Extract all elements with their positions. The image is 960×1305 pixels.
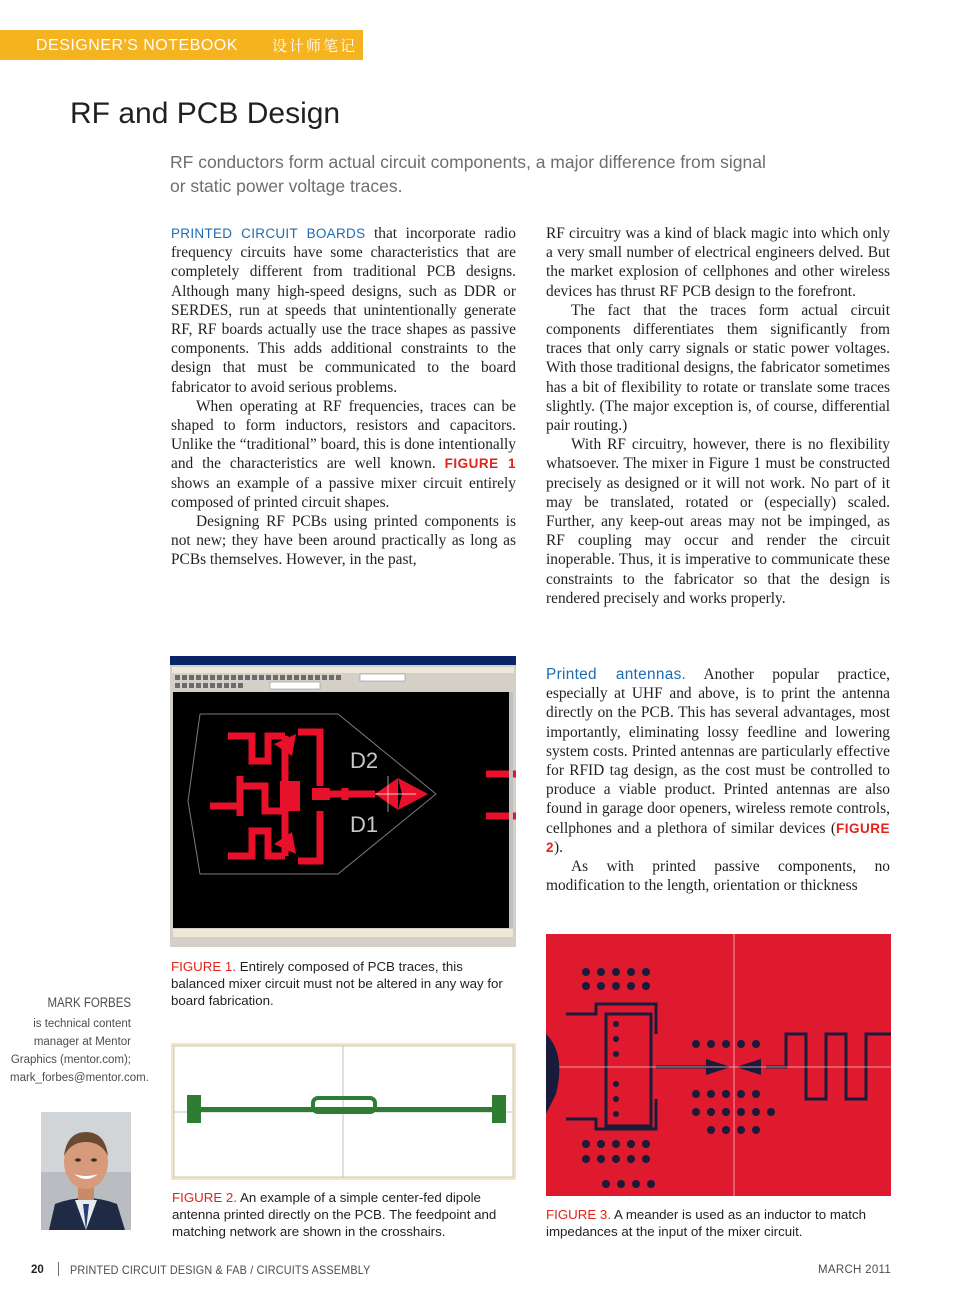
section-label-chinese: 设计师笔记: [272, 37, 358, 55]
paragraph: Designing RF PCBs using printed components is not new; they have been around practically as long as PCBs themselves. However, in the past,: [171, 513, 516, 569]
figure-reference: FIGURE 1: [444, 456, 516, 472]
subhead: Printed antennas.: [546, 666, 687, 683]
publication-name: PRINTED CIRCUIT DESIGN & FAB / CIRCUITS ASSEMBLY: [70, 1263, 371, 1277]
figure-3-image: [546, 934, 891, 1196]
body-column-2-lower: [546, 665, 890, 895]
lead-in: PRINTED CIRCUIT BOARDS: [171, 226, 366, 241]
caption-text: An example of a simple center-fed dipole antenna printed directly on the PCB. The feedpoint and matching network are shown in the crosshairs.: [172, 1190, 497, 1239]
author-photo: [41, 1112, 131, 1230]
silk-label-d2: D2: [350, 748, 379, 773]
paragraph: The fact that the traces form actual circuit components differentiates them significantly from traces that only carry signals or static power voltages. With those traditional designs, the fabricator sometimes has a bit of flexibility to rotate or translate some traces slightly. (The major exception is, of course, differential pair routing.): [546, 301, 890, 435]
silk-label-d1: D1: [350, 812, 379, 837]
figure-label: FIGURE 3.: [546, 1207, 612, 1222]
paragraph: [171, 397, 516, 512]
paragraph: [171, 224, 516, 397]
page-number: 20: [31, 1264, 44, 1276]
paragraph-text: shows an example of a passive mixer circuit entirely composed of printed circuit shapes.: [171, 474, 516, 511]
figure-reference: FIGURE 2: [546, 820, 890, 855]
figure-2-caption: [172, 1189, 517, 1240]
figure-3-caption: [546, 1206, 891, 1240]
paragraph: [546, 665, 890, 857]
figure-2-image: [171, 1043, 516, 1180]
article-title: RF and PCB Design: [70, 97, 341, 130]
paragraph-text: When operating at RF frequencies, traces can be shaped to form inductors, resistors and capacitors. Unlike the “traditional” board, this is done intentionally and the characteristics are well known.: [171, 397, 516, 473]
figure-label: FIGURE 2.: [172, 1190, 238, 1205]
section-label: DESIGNER'S NOTEBOOK: [36, 37, 238, 54]
paragraph-text: that incorporate radio frequency circuits have some characteristics that are completely different from traditional PCB designs. Although many high-speed designs, such as DDR or SERDES, run at speeds that unintentionally generate RF, RF boards actually use the trace shapes as passive components. This adds additional constraints to the design that must be communicated to the board fabricator to avoid serious problems.: [171, 225, 516, 396]
paragraph-text: Another popular practice, especially at UHF and above, is to print the antenna directly on the PCB. This has several advantages, most importantly, eliminating lossy feedline and lowering system costs. Printed antennas are particularly effective for RFID tag design, as the cost must be controlled to produce a viable product. Printed antennas are also found in garage door openers, wireless remote controls, cellphones and a plethora of similar devices (: [546, 666, 890, 837]
figure-label: FIGURE 1.: [171, 959, 237, 974]
footer-divider: [58, 1262, 59, 1276]
author-name: MARK FORBES: [47, 995, 131, 1010]
body-column-1: [171, 224, 516, 570]
paragraph-text: ).: [554, 838, 563, 856]
body-column-2: [546, 224, 890, 608]
paragraph: As with printed passive components, no modification to the length, orientation or thickness: [546, 858, 890, 895]
caption-text: Entirely composed of PCB traces, this balanced mixer circuit must not be altered in any way for board fabrication.: [171, 959, 503, 1008]
article-dek: RF conductors form actual circuit components, a major difference from signal or static power voltage traces.: [170, 152, 766, 196]
author-bio: is technical content manager at Mentor Graphics (mentor.com); mark_forbes@mentor.com.: [10, 1018, 149, 1084]
figure-1-image: [170, 656, 516, 947]
paragraph: With RF circuitry, however, there is no flexibility whatsoever. The mixer in Figure 1 must be constructed precisely as designed or it will not work. No part of it may be translated, rotated or (especially) scaled. Further, any keep-out areas may not be impinged, as RF coupling may occur and render the circuit inoperable. Thus, it is imperative to communicate these constraints to the fabricator so that the design is rendered precisely and works properly.: [546, 436, 890, 607]
caption-text: A meander is used as an inductor to match impedances at the input of the mixer circuit.: [546, 1207, 867, 1239]
figure-1-caption: [171, 958, 516, 1009]
issue-date: MARCH 2011: [818, 1264, 892, 1276]
paragraph: RF circuitry was a kind of black magic into which only a very small number of electrical engineers delved. But the market explosion of cellphones and other wireless devices has thrust RF PCB design to the forefront.: [546, 225, 890, 300]
